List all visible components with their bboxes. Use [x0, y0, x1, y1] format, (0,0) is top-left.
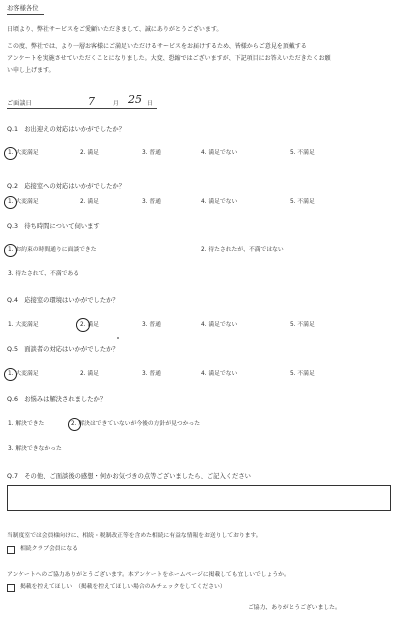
- question-6-label: Q.6 お悩みは解決されましたか？: [7, 396, 107, 403]
- intro-line: い申し上げます。: [7, 67, 55, 74]
- month-unit: 月: [113, 101, 119, 107]
- q5-option-2[interactable]: 2. 満足: [80, 371, 99, 377]
- q2-option-1[interactable]: 1. 大変満足: [8, 199, 39, 205]
- q4-option-1[interactable]: 1. 大変満足: [8, 322, 39, 328]
- q1-option-4[interactable]: 4. 満足でない: [201, 150, 238, 156]
- q6-option-1[interactable]: 1. 解決できた: [8, 421, 45, 427]
- question-3-label: Q.3 待ち時間について伺います: [7, 223, 100, 230]
- q3-option-2[interactable]: 2. 待たされたが、不満ではない: [201, 247, 284, 253]
- comment-box[interactable]: [7, 485, 391, 511]
- question-2-label: Q.2 応接室への対応はいかがでしたか？: [7, 183, 126, 190]
- intro-line: アンケートを実施させていただくことになりました。大変、恐縮ではございますが、下記項目にお答えいただきたくお願: [7, 55, 331, 62]
- newsletter-text: 当制度室では会員様向けに、相続・税制改正等を含めた相続に有益な情報をお送りしております。: [7, 533, 262, 539]
- q3-option-1[interactable]: 1. お約束の時間通りに面談できた: [8, 247, 97, 253]
- q3-selection-circle: [4, 244, 17, 257]
- publish-checkbox[interactable]: [7, 584, 15, 592]
- date-label: ご面談日: [7, 100, 32, 107]
- stray-mark: [117, 337, 119, 339]
- newsletter-checkbox-label: 相続クラブ会員になる: [20, 546, 78, 552]
- q1-option-5[interactable]: 5. 不満足: [290, 150, 315, 156]
- q4-selection-circle: [76, 318, 90, 332]
- question-1-label: Q.1 お出迎えの対応はいかがでしたか？: [7, 126, 126, 133]
- q5-option-3[interactable]: 3. 普通: [142, 371, 161, 377]
- q2-option-5[interactable]: 5. 不満足: [290, 199, 315, 205]
- publish-question-text: アンケートへのご協力ありがとうございます。本アンケートをホームページに掲載しても宜しいでしょうか。: [7, 572, 290, 578]
- q4-option-4[interactable]: 4. 満足でない: [201, 322, 238, 328]
- day-value: 25: [128, 93, 142, 106]
- q1-option-1[interactable]: 1. 大変満足: [8, 150, 39, 156]
- publish-checkbox-label: 掲載を控えてほしい （掲載を控えてほしい場合のみチェックをしてください）: [20, 584, 226, 590]
- q4-option-3[interactable]: 3. 普通: [142, 322, 161, 328]
- title-underline: [7, 14, 44, 15]
- q4-option-2[interactable]: 2. 満足: [80, 322, 99, 328]
- document-title: お客様各位: [7, 5, 39, 12]
- q3-option-3[interactable]: 3. 待たされて、不満である: [8, 271, 80, 277]
- intro-line: 日頃より、弊社サービスをご愛顧いただきまして、誠にありがとうございます。: [7, 26, 223, 33]
- question-4-label: Q.4 応接室の環境はいかがでしたか？: [7, 297, 119, 304]
- q2-option-2[interactable]: 2. 満足: [80, 199, 99, 205]
- day-unit: 日: [147, 101, 153, 107]
- q4-option-5[interactable]: 5. 不満足: [290, 322, 315, 328]
- closing-text: ご協力、ありがとうございました。: [248, 605, 341, 611]
- q1-option-2[interactable]: 2. 満足: [80, 150, 99, 156]
- month-value: 7: [88, 95, 95, 108]
- date-underline: [7, 108, 157, 109]
- q5-option-1[interactable]: 1. 大変満足: [8, 371, 39, 377]
- q6-selection-circle: [68, 418, 81, 431]
- q2-selection-circle: [4, 196, 17, 209]
- q2-option-4[interactable]: 4. 満足でない: [201, 199, 238, 205]
- question-7-label: Q.7 その他、ご面談後の感想・何かお気づきの点等ございましたら、ご記入ください: [7, 473, 251, 480]
- q2-option-3[interactable]: 3. 普通: [142, 199, 161, 205]
- question-5-label: Q.5 面談者の対応はいかがでしたか？: [7, 346, 119, 353]
- q6-option-3[interactable]: 3. 解決できなかった: [8, 446, 62, 452]
- q1-option-3[interactable]: 3. 普通: [142, 150, 161, 156]
- q5-option-4[interactable]: 4. 満足でない: [201, 371, 238, 377]
- q5-option-5[interactable]: 5. 不満足: [290, 371, 315, 377]
- q1-selection-circle: [4, 147, 17, 160]
- intro-line: この度、弊社では、より一層お客様にご満足いただけるサービスをお届けするため、皆様からご意見を頂戴する: [7, 43, 307, 50]
- newsletter-checkbox[interactable]: [7, 546, 15, 554]
- q5-selection-circle: [4, 368, 17, 381]
- q6-option-2[interactable]: 2. 解決はできていないが今後の方針が見つかった: [71, 421, 201, 427]
